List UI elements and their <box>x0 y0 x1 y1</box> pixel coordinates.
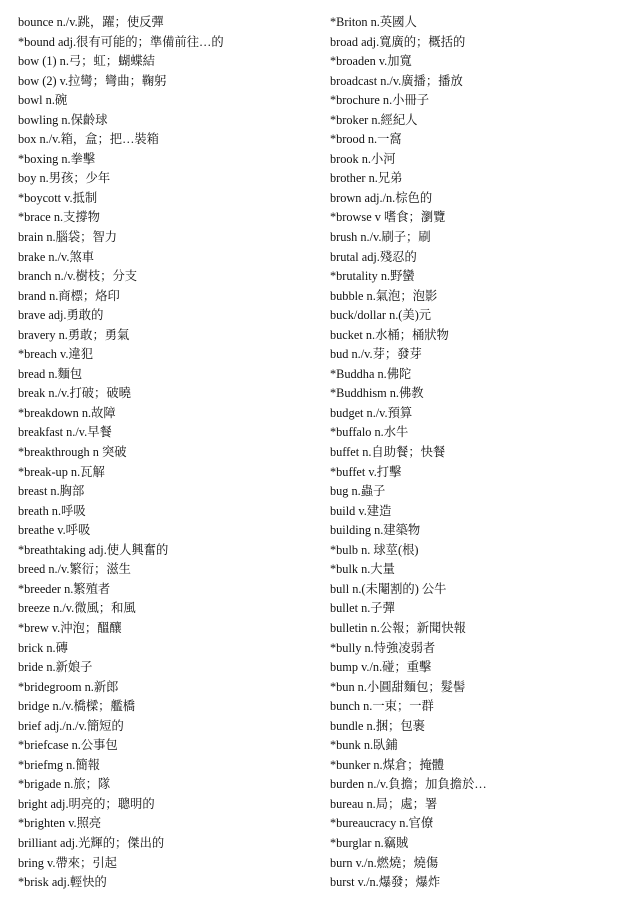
vocab-entry: *burglar n.竊賊 <box>330 835 409 850</box>
vocab-entry: *brutality n.野蠻 <box>330 269 415 284</box>
vocab-entry: bug n.蟲子 <box>330 484 386 499</box>
vocab-entry: bread n.麵包 <box>18 366 83 381</box>
vocab-entry: box n./v.箱，盒；把…裝箱 <box>18 132 159 147</box>
vocab-entry: bureau n.局；處；署 <box>330 796 438 811</box>
vocab-entry: brown adj./n.棕色的 <box>330 190 433 205</box>
vocab-entry: brief adj./n./v.簡短的 <box>18 718 124 733</box>
vocab-entry: *brighten v.照亮 <box>18 816 102 831</box>
vocab-entry: bundle n.捆；包裹 <box>330 718 425 733</box>
vocab-entry: bride n.新娘子 <box>18 660 93 675</box>
vocab-entry: bridge n./v.橋樑；艦橋 <box>18 699 136 714</box>
vocab-entry: brick n.磚 <box>18 640 68 655</box>
vocab-entry: *brigade n.旅；隊 <box>18 777 111 792</box>
vocab-entry: *bulb n. 球莖(根) <box>330 542 419 557</box>
vocab-entry: bulletin n.公報；新聞快報 <box>330 620 466 635</box>
vocab-entry: *browse v 嗜食；瀏覽 <box>330 210 446 225</box>
vocab-entry: breakfast n./v.早餐 <box>18 425 112 440</box>
vocab-entry: *buffet v.打擊 <box>330 464 402 479</box>
vocab-entry: bow (1) n.弓；虹；蝴蝶結 <box>18 54 155 69</box>
vocab-entry: *bully n.恃強凌弱者 <box>330 640 436 655</box>
vocab-entry: boy n.男孩；少年 <box>18 171 111 186</box>
vocab-entry: brush n./v.刷子；刷 <box>330 230 431 245</box>
vocab-entry: *break-up n.瓦解 <box>18 464 105 479</box>
vocab-entry: brother n.兄弟 <box>330 171 403 186</box>
vocab-entry: brilliant adj.光輝的；傑出的 <box>18 835 165 850</box>
vocab-entry: bud n./v.芽；發芽 <box>330 347 422 362</box>
vocab-entry: broad adj.寬廣的；概括的 <box>330 34 466 49</box>
vocab-entry: brake n./v.煞車 <box>18 249 95 264</box>
vocab-entry: brook n.小河 <box>330 151 396 166</box>
vocab-entry: bowl n.碗 <box>18 93 68 108</box>
vocab-entry: bucket n.水桶；桶狀物 <box>330 327 449 342</box>
vocab-entry: *bound adj.很有可能的；準備前往…的 <box>18 34 224 49</box>
right-word-column <box>330 13 630 893</box>
vocab-entry: bubble n.氣泡；泡影 <box>330 288 438 303</box>
vocab-entry: breast n.胸部 <box>18 484 85 499</box>
vocab-entry: *breakthrough n 突破 <box>18 445 127 460</box>
vocab-entry: *broker n.經紀人 <box>330 112 418 127</box>
vocab-entry: *briefmg n.簡報 <box>18 757 100 772</box>
vocab-entry: *boxing n.拳擊 <box>18 151 96 166</box>
vocab-entry: *Briton n.英國人 <box>330 15 417 29</box>
vocab-entry: brutal adj.殘忍的 <box>330 249 417 264</box>
vocab-entry: budget n./v.預算 <box>330 405 413 420</box>
vocab-entry: bring v.帶來；引起 <box>18 855 117 870</box>
vocab-entry: *breeder n.繁殖者 <box>18 581 111 596</box>
vocab-entry: bump v./n.碰；重擊 <box>330 660 432 675</box>
vocab-entry: *buffalo n.水牛 <box>330 425 409 440</box>
vocab-entry: *broaden v.加寬 <box>330 54 412 69</box>
vocab-entry: burden n./v.負擔；加負擔於… <box>330 777 487 792</box>
left-word-column <box>18 13 318 893</box>
vocab-entry: bright adj.明亮的；聰明的 <box>18 796 155 811</box>
vocab-entry: *bulk n.大量 <box>330 562 395 577</box>
vocab-entry: buck/dollar n.(美)元 <box>330 308 432 323</box>
vocab-entry: bowling n.保齡球 <box>18 112 108 127</box>
vocab-entry: bravery n.勇敢；勇氣 <box>18 327 130 342</box>
vocab-entry: burn v./n.燃燒；燒傷 <box>330 855 439 870</box>
vocab-entry: *brochure n.小冊子 <box>330 93 430 108</box>
vocab-entry: *bunk n.臥鋪 <box>330 738 398 753</box>
vocab-entry: *breach v.違犯 <box>18 347 94 362</box>
vocab-entry: *bunker n.煤倉；掩體 <box>330 757 445 772</box>
vocab-entry: branch n./v.樹枝；分支 <box>18 269 138 284</box>
vocab-entry: *Buddha n.佛陀 <box>330 366 412 381</box>
vocab-entry: bow (2) v.拉彎；彎曲；鞠躬 <box>18 73 167 88</box>
vocab-entry: *brisk adj.輕快的 <box>18 875 107 890</box>
vocab-entry: bullet n.子彈 <box>330 601 395 616</box>
vocab-entry: brand n.商標；烙印 <box>18 288 120 303</box>
vocab-entry: bunch n.一束；一群 <box>330 699 434 714</box>
vocab-entry: *bun n.小圓甜麵包；髮髻 <box>330 679 466 694</box>
vocab-entry: breeze n./v.微風；和風 <box>18 601 136 616</box>
vocab-entry: *Buddhism n.佛教 <box>330 386 424 401</box>
vocab-entry: breath n.呼吸 <box>18 503 86 518</box>
vocab-entry: burst v./n.爆發；爆炸 <box>330 875 441 890</box>
vocab-entry: *brood n.一窩 <box>330 132 402 147</box>
vocab-entry: breed n./v.繁衍；滋生 <box>18 562 131 577</box>
vocab-entry: *breakdown n.故障 <box>18 405 116 420</box>
vocab-entry: *boycott v.抵制 <box>18 190 98 205</box>
vocab-entry: brave adj.勇敢的 <box>18 308 104 323</box>
vocab-entry: building n.建築物 <box>330 523 421 538</box>
vocab-entry: *breathtaking adj.使人興奮的 <box>18 542 169 557</box>
vocab-entry: *briefcase n.公事包 <box>18 738 118 753</box>
vocab-entry: build v.建造 <box>330 503 392 518</box>
vocab-entry: bounce n./v.跳，躍；使反彈 <box>18 15 164 29</box>
vocab-entry: *bureaucracy n.官僚 <box>330 816 434 831</box>
vocab-entry: breathe v.呼吸 <box>18 523 91 538</box>
vocab-entry: buffet n.自助餐；快餐 <box>330 445 446 460</box>
vocab-entry: break n./v.打破；破曉 <box>18 386 131 401</box>
vocab-entry: *brew v.沖泡；醞釀 <box>18 620 122 635</box>
vocab-entry: *bridegroom n.新郎 <box>18 679 119 694</box>
vocab-entry: *brace n.支撐物 <box>18 210 100 225</box>
vocab-entry: bull n.(未閹割的) 公牛 <box>330 581 447 596</box>
vocab-entry: broadcast n./v.廣播；播放 <box>330 73 463 88</box>
vocab-entry: brain n.腦袋；智力 <box>18 230 118 245</box>
